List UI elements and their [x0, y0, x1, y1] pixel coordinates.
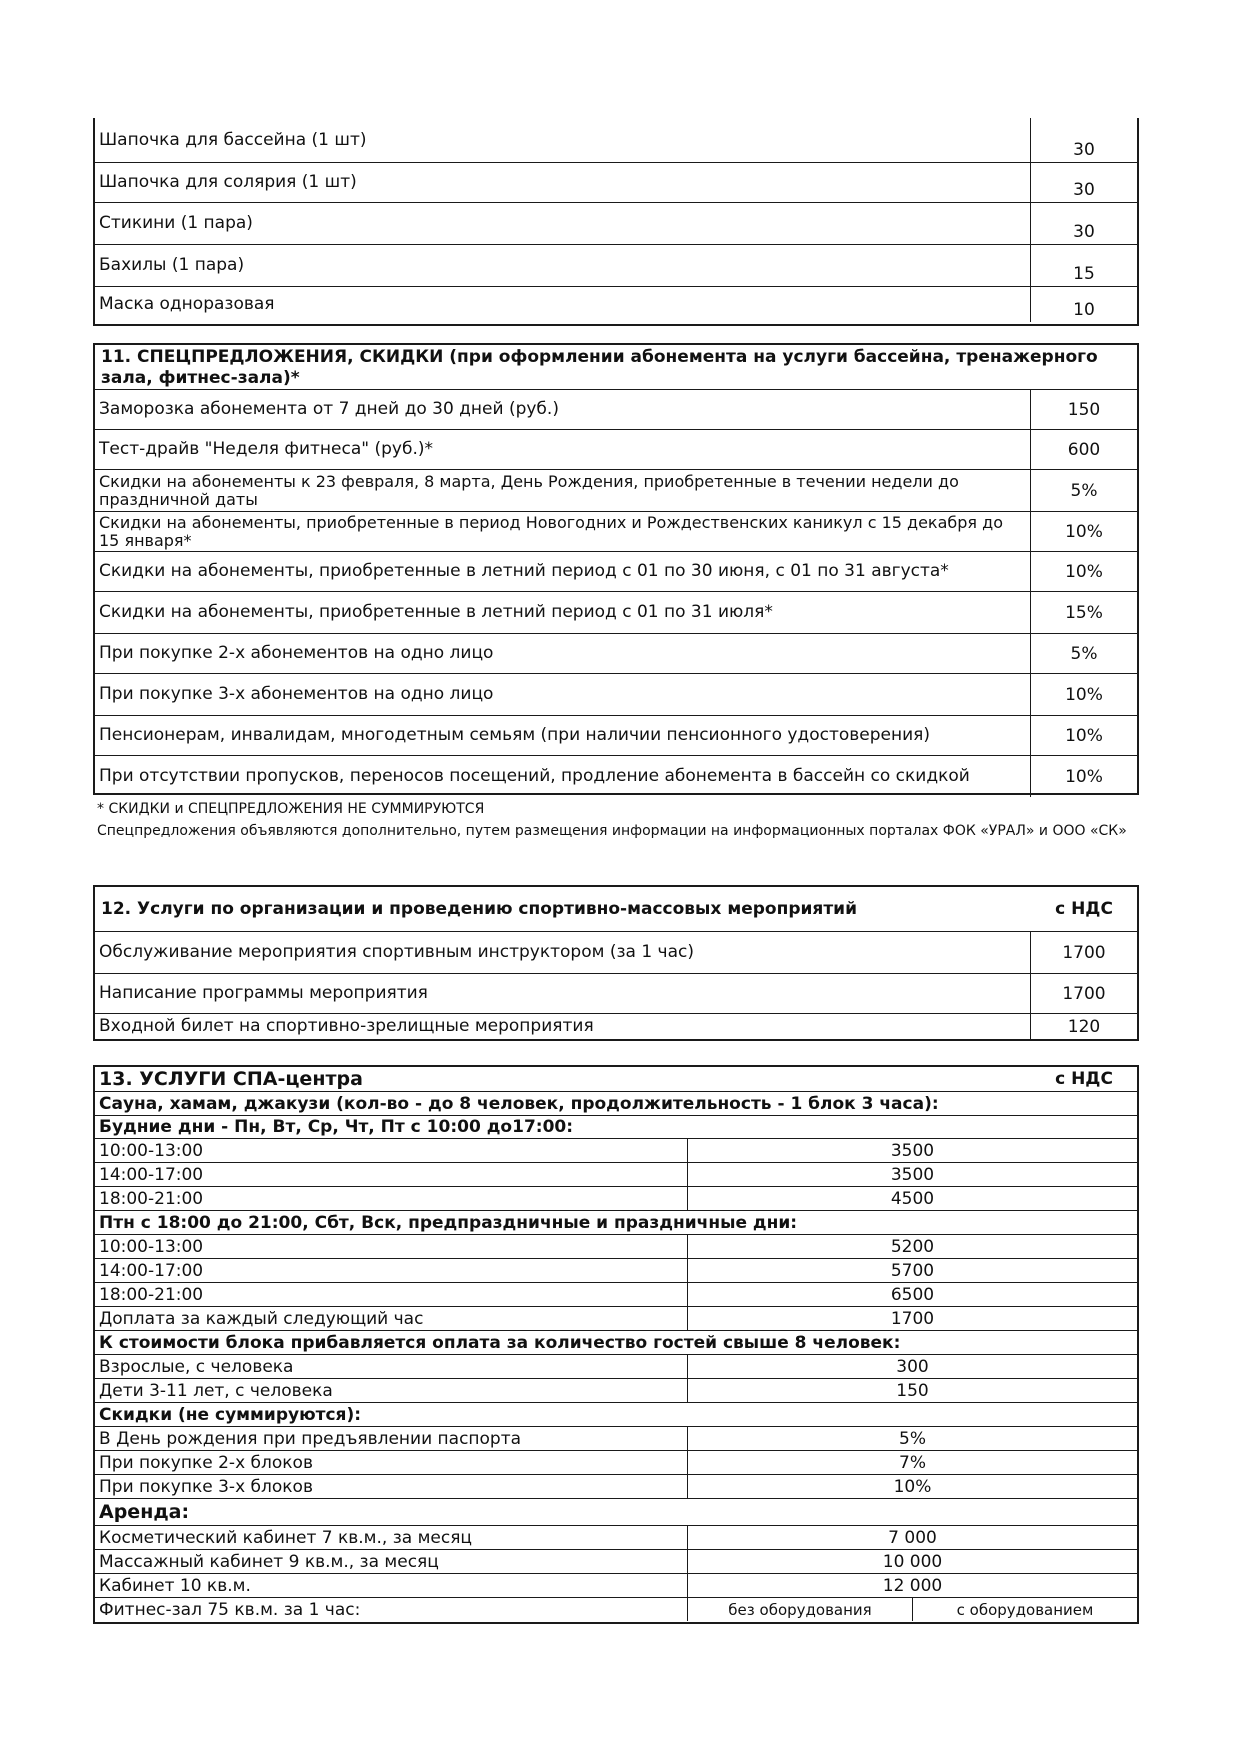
row-name: Написание программы мероприятия	[99, 983, 428, 1003]
row-value: 600	[1030, 430, 1137, 469]
section-11-title: 11. СПЕЦПРЕДЛОЖЕНИЯ, СКИДКИ (при оформлении абонемента на услуги бассейна, тренажерного зала, фитнес-зала)*	[101, 347, 1098, 388]
table-row	[95, 429, 1137, 469]
row-name: При покупке 2-х блоков	[99, 1452, 313, 1473]
sauna-header: Сауна, хамам, джакузи (кол-во - до 8 человек, продолжительность - 1 блок 3 часа):	[99, 1093, 939, 1114]
row-value: 5700	[687, 1259, 1137, 1282]
table-row	[95, 673, 1137, 715]
table-row	[95, 1234, 1137, 1258]
row-name: Пенсионерам, инвалидам, многодетным семьям (при наличии пенсионного удостоверения)	[99, 725, 930, 745]
row-value: 1700	[1030, 974, 1137, 1013]
discounts-header-row	[95, 1402, 1137, 1426]
row-name: При покупке 2-х абонементов на одно лицо	[99, 643, 494, 663]
table-row	[95, 591, 1137, 633]
row-name: 18:00-21:00	[99, 1188, 204, 1209]
row-value: 7%	[687, 1451, 1137, 1474]
guests-header-row	[95, 1330, 1137, 1354]
item-price: 15	[1030, 245, 1137, 286]
row-name: Взрослые, с человека	[99, 1356, 294, 1377]
table-row	[95, 1013, 1137, 1039]
row-name: Скидки на абонементы, приобретенные в период Новогодних и Рождественских каникул с 15 декабря до 15 января*	[99, 512, 1003, 550]
table-row	[95, 1186, 1137, 1210]
item-price: 30	[1030, 163, 1137, 202]
table-row	[95, 1282, 1137, 1306]
row-value: 3500	[687, 1139, 1137, 1162]
weekdays-header: Будние дни - Пн, Вт, Ср, Чт, Пт с 10:00 до17:00:	[99, 1117, 574, 1137]
item-price: 30	[1030, 118, 1137, 162]
fitness-hall-options	[687, 1598, 1137, 1621]
row-name: 14:00-17:00	[99, 1260, 204, 1281]
table-row	[95, 511, 1137, 551]
option-with-equipment: с оборудованием	[912, 1598, 1137, 1621]
row-name: Заморозка абонемента от 7 дней до 30 дней (руб.)	[99, 399, 559, 419]
section-13-title: 13. УСЛУГИ СПА-центра	[99, 1068, 363, 1090]
table-row	[95, 162, 1137, 202]
weekend-header: Птн с 18:00 до 21:00, Сбт, Вск, предпраздничные и праздничные дни:	[99, 1212, 798, 1233]
table-row	[95, 1138, 1137, 1162]
section-12-vat: с НДС	[1055, 899, 1113, 919]
row-value: 10%	[687, 1475, 1137, 1498]
item-price: 10	[1030, 287, 1137, 322]
row-value: 10%	[1030, 674, 1137, 715]
table-row	[95, 1378, 1137, 1402]
guests-header: К стоимости блока прибавляется оплата за количество гостей свыше 8 человек:	[99, 1332, 901, 1353]
table-row	[95, 1549, 1137, 1573]
section-12-header	[95, 887, 1137, 931]
sauna-header-row	[95, 1091, 1137, 1115]
row-name: Массажный кабинет 9 кв.м., за месяц	[99, 1551, 439, 1572]
rent-header: Аренда:	[99, 1501, 190, 1523]
table-row	[95, 469, 1137, 511]
table-row	[95, 1162, 1137, 1186]
row-name: 10:00-13:00	[99, 1140, 204, 1161]
table-row	[95, 931, 1137, 973]
row-value: 10%	[1030, 756, 1137, 797]
section-11-note-2: Спецпредложения объявляются дополнительно, путем размещения информации на информационных порталах ФОК «УРАЛ» и ООО «СК»	[97, 823, 1127, 839]
row-name: Тест-драйв "Неделя фитнеса" (руб.)*	[99, 439, 433, 459]
weekend-header-row	[95, 1210, 1137, 1234]
row-name: Скидки на абонементы, приобретенные в летний период с 01 по 31 июля*	[99, 602, 773, 622]
row-name: Обслуживание мероприятия спортивным инструктором (за 1 час)	[99, 942, 694, 962]
row-name: 10:00-13:00	[99, 1236, 204, 1257]
row-value: 150	[1030, 390, 1137, 429]
item-name: Стикини (1 пара)	[99, 213, 253, 233]
item-name: Шапочка для бассейна (1 шт)	[99, 129, 367, 150]
row-name: 18:00-21:00	[99, 1284, 204, 1305]
items-table	[93, 118, 1139, 326]
row-value: 1700	[1030, 932, 1137, 973]
table-row	[95, 118, 1137, 162]
table-row	[95, 244, 1137, 286]
item-name: Шапочка для солярия (1 шт)	[99, 172, 357, 192]
row-name: Скидки на абонементы к 23 февраля, 8 марта, День Рождения, приобретенные в течении недели до праздничной даты	[99, 471, 959, 509]
row-value: 5200	[687, 1235, 1137, 1258]
section-13-header	[95, 1067, 1137, 1091]
weekdays-header-row	[95, 1115, 1137, 1138]
row-value: 150	[687, 1379, 1137, 1402]
row-value: 12 000	[687, 1574, 1137, 1597]
row-name: При покупке 3-х блоков	[99, 1476, 313, 1497]
table-row	[95, 1354, 1137, 1378]
table-row	[95, 286, 1137, 322]
row-value: 5%	[1030, 470, 1137, 511]
table-row	[95, 1306, 1137, 1330]
row-value: 15%	[1030, 592, 1137, 633]
row-name: Косметический кабинет 7 кв.м., за месяц	[99, 1527, 473, 1548]
table-row	[95, 1525, 1137, 1549]
row-value: 1700	[687, 1307, 1137, 1330]
row-value: 120	[1030, 1014, 1137, 1039]
table-row	[95, 1597, 1137, 1621]
row-name: Фитнес-зал 75 кв.м. за 1 час:	[99, 1599, 361, 1620]
row-name: Скидки на абонементы, приобретенные в летний период с 01 по 30 июня, с 01 по 31 августа*	[99, 561, 949, 581]
table-row	[95, 389, 1137, 429]
discounts-header: Скидки (не суммируются):	[99, 1404, 362, 1425]
item-price: 30	[1030, 203, 1137, 244]
table-row	[95, 715, 1137, 755]
row-name: При покупке 3-х абонементов на одно лицо	[99, 684, 494, 704]
table-row	[95, 1426, 1137, 1450]
table-row	[95, 551, 1137, 591]
section-12-title: 12. Услуги по организации и проведению спортивно-массовых мероприятий	[101, 899, 858, 919]
row-value: 6500	[687, 1283, 1137, 1306]
row-name: При отсутствии пропусков, переносов посещений, продление абонемента в бассейн со скидкой	[99, 766, 970, 786]
section-13-table	[93, 1065, 1139, 1624]
table-row	[95, 202, 1137, 244]
row-value: 5%	[1030, 634, 1137, 673]
rent-header-row	[95, 1498, 1137, 1525]
row-value: 5%	[687, 1427, 1137, 1450]
row-value: 10%	[1030, 716, 1137, 755]
row-name: Дети 3-11 лет, с человека	[99, 1380, 333, 1401]
row-name: В День рождения при предъявлении паспорта	[99, 1428, 522, 1449]
table-row	[95, 1450, 1137, 1474]
table-row	[95, 755, 1137, 797]
row-name: Кабинет 10 кв.м.	[99, 1575, 251, 1596]
row-value: 10%	[1030, 552, 1137, 591]
row-value: 4500	[687, 1187, 1137, 1210]
row-value: 7 000	[687, 1526, 1137, 1549]
row-name: Доплата за каждый следующий час	[99, 1308, 424, 1329]
row-value: 300	[687, 1355, 1137, 1378]
row-value: 3500	[687, 1163, 1137, 1186]
item-name: Бахилы (1 пара)	[99, 255, 245, 275]
section-11-table	[93, 343, 1139, 795]
section-13-vat: с НДС	[1055, 1069, 1113, 1089]
row-value: 10%	[1030, 512, 1137, 551]
table-row	[95, 973, 1137, 1013]
option-without-equipment: без оборудования	[728, 1600, 872, 1619]
row-name: Входной билет на спортивно-зрелищные мероприятия	[99, 1016, 594, 1036]
item-name: Маска одноразовая	[99, 294, 275, 314]
row-name: 14:00-17:00	[99, 1164, 204, 1185]
row-value: 10 000	[687, 1550, 1137, 1573]
table-row	[95, 633, 1137, 673]
table-row	[95, 1573, 1137, 1597]
table-row	[95, 1474, 1137, 1498]
section-12-table	[93, 885, 1139, 1041]
section-11-note-1: * СКИДКИ и СПЕЦПРЕДЛОЖЕНИЯ НЕ СУММИРУЮТСЯ	[97, 801, 485, 817]
table-row	[95, 1258, 1137, 1282]
